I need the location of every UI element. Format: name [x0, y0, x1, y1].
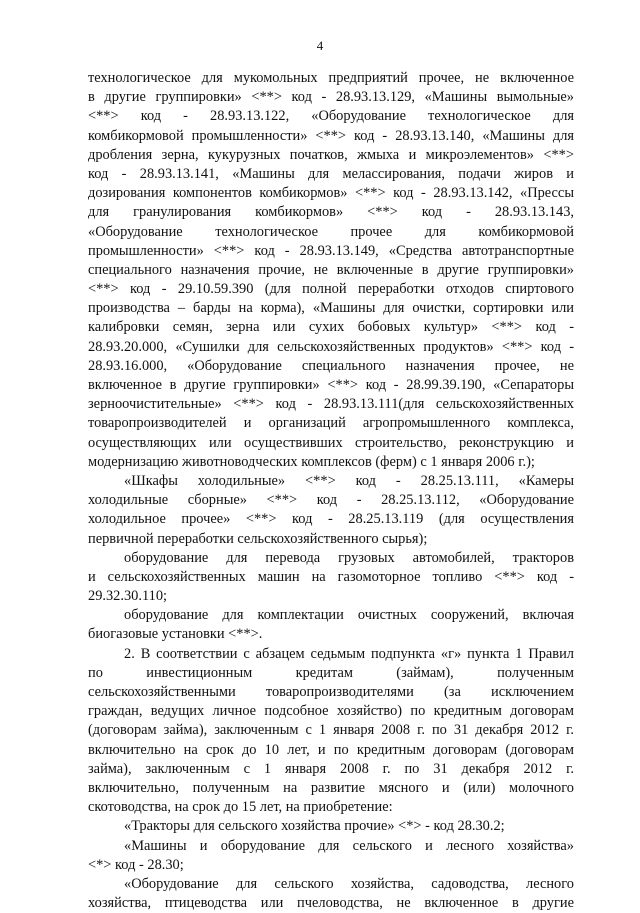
- text-line: 28.93.20.000, «Сушилки для сельскохозяйственных продуктов» <**> код -: [88, 338, 574, 355]
- text-line: комбикормовой промышленности» <**> код - 28.93.13.140, «Машины для: [88, 127, 574, 144]
- text-line: граждан, ведущих личное подсобное хозяйство) по кредитным договорам: [88, 703, 574, 720]
- text-line: оборудование для комплектации очистных сооружений, включая: [124, 607, 574, 624]
- text-line: для гранулирования комбикормов» <**> код - 28.93.13.143,: [88, 204, 574, 221]
- text-line: код - 28.93.13.141, «Машины для мелассирования, подачи жиров и: [88, 165, 574, 182]
- text-line: 2. В соответствии с абзацем седьмым подпункта «г» пункта 1 Правил: [124, 645, 574, 662]
- text-line: производства – барды на корма), «Машины для очистки, сортировки или: [88, 300, 574, 317]
- text-line: «Шкафы холодильные» <**> код - 28.25.13.111, «Камеры: [124, 472, 574, 489]
- text-line: «Машины и оборудование для сельского и лесного хозяйства»: [124, 837, 574, 854]
- text-line: <**> код - 28.93.13.122, «Оборудование технологическое для: [88, 108, 574, 125]
- text-line: займа), заключенным с 1 января 2008 г. по 31 декабря 2012 г.: [88, 760, 574, 777]
- text-line: «Тракторы для сельского хозяйства прочие» <*> - код 28.30.2;: [124, 818, 505, 835]
- text-line: <*> код - 28.30;: [88, 856, 184, 873]
- text-line: дробления зерна, кукурузных початков, жмыха и микроэлементов» <**>: [88, 146, 574, 163]
- text-line: дозирования компонентов комбикормов» <**> код - 28.93.13.142, «Прессы: [88, 185, 574, 202]
- text-line: зерноочистительные» <**> код - 28.93.13.111(для сельскохозяйственных: [88, 396, 574, 413]
- text-line: 28.93.16.000, «Оборудование специального назначения прочее, не: [88, 357, 574, 374]
- text-line: промышленности» <**> код - 28.93.13.149, «Средства автотранспортные: [88, 242, 574, 259]
- text-line: холодильное прочее» <**> код - 28.25.13.119 (для осуществления: [88, 511, 574, 528]
- document-body: [88, 69, 574, 913]
- page-number: 4: [316, 38, 324, 53]
- text-line: оборудование для перевода грузовых автомобилей, тракторов: [124, 549, 574, 566]
- text-line: включенное в другие группировки» <**> код - 28.99.39.190, «Сепараторы: [88, 377, 574, 393]
- text-line: технологическое для мукомольных предприятий прочее, не включенное: [88, 70, 574, 86]
- text-line: первичной переработки сельскохозяйственного сырья);: [88, 530, 428, 547]
- text-line: по инвестиционным кредитам (займам), полученным: [88, 664, 574, 681]
- text-line: осуществляющих или осуществивших строительство, реконструкцию и: [88, 434, 574, 451]
- text-line: хозяйства, птицеводства или пчеловодства, не включенное в другие: [88, 895, 574, 912]
- text-line: «Оборудование для сельского хозяйства, садоводства, лесного: [124, 875, 574, 892]
- text-line: калибровки семян, зерна или сухих бобовых культур» <**> код -: [88, 319, 574, 336]
- text-line: специального назначения прочие, не включенные в другие группировки»: [88, 261, 574, 278]
- text-line: включительно на срок до 10 лет, и по кредитным договорам (договорам: [88, 741, 574, 758]
- text-line: <**> код - 29.10.59.390 (для полной переработки отходов спиртового: [88, 281, 574, 298]
- text-line: холодильные сборные» <**> код - 28.25.13.112, «Оборудование: [88, 492, 574, 509]
- text-line: модернизацию животноводческих комплексов (ферм) с 1 января 2006 г.);: [88, 453, 535, 470]
- text-line: «Оборудование технологическое прочее для комбикормовой: [88, 223, 574, 240]
- text-line: товаропроизводителей и организаций агропромышленного комплекса,: [88, 415, 574, 432]
- text-line: сельскохозяйственными товаропроизводителями (за исключением: [88, 684, 574, 700]
- text-line: (договорам займа), заключенным с 1 января 2008 г. по 31 декабря 2012 г.: [88, 722, 574, 739]
- text-line: 29.32.30.110;: [88, 588, 168, 605]
- text-line: и сельскохозяйственных машин на газомоторное топливо <**> код -: [88, 568, 574, 585]
- text-line: включительно, полученным на развитие мясного и (или) молочного: [88, 779, 574, 796]
- text-line: скотоводства, на срок до 15 лет, на приобретение:: [88, 799, 393, 816]
- text-line: в другие группировки» <**> код - 28.93.13.129, «Машины вымольные»: [88, 89, 574, 106]
- text-line: биогазовые установки <**>.: [88, 626, 263, 643]
